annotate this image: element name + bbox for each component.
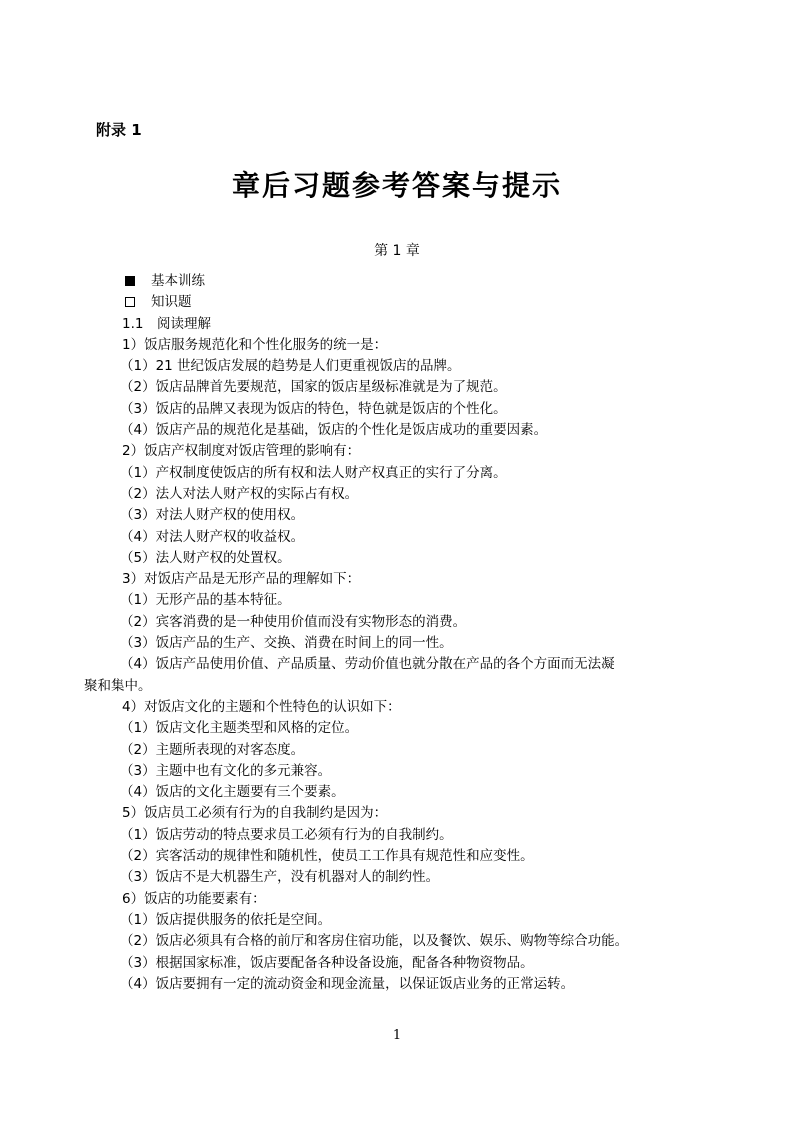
document-body <box>84 271 706 995</box>
answer-item: （1）21 世纪饭店发展的趋势是人们更重视饭店的品牌。 <box>120 358 461 375</box>
answer-item: （4）饭店产品使用价值、产品质量、劳动价值也就分散在产品的各个方面而无法凝 <box>120 656 615 673</box>
section-label: 基本训练 <box>151 273 205 289</box>
answer-item: （2）法人对法人财产权的实际占有权。 <box>120 485 359 502</box>
answer-item: （1）产权制度使饭店的所有权和法人财产权真正的实行了分离。 <box>120 464 507 481</box>
answer-item: （3）饭店产品的生产、交换、消费在时间上的同一性。 <box>120 635 453 652</box>
answer-item: （2）宾客活动的规律性和随机性，使员工工作具有规范性和应变性。 <box>120 848 534 865</box>
page-number: 1 <box>392 1028 402 1043</box>
answer-item: （2）主题所表现的对客态度。 <box>120 741 305 758</box>
section-label: 知识题 <box>151 294 192 311</box>
answer-item: （2）饭店品牌首先要规范，国家的饭店星级标准就是为了规范。 <box>120 379 507 396</box>
question-heading: 3）对饭店产品是无形产品的理解如下： <box>122 571 361 588</box>
section-knowledge-questions <box>96 292 706 313</box>
answer-item: （1）饭店劳动的特点要求员工必须有行为的自我制约。 <box>120 826 453 843</box>
section-basic-training <box>96 271 706 292</box>
answer-item: （5）法人财产权的处置权。 <box>120 549 291 566</box>
answer-item: （3）饭店不是大机器生产，没有机器对人的制约性。 <box>120 869 440 886</box>
answer-item: （4）对法人财产权的收益权。 <box>120 528 305 545</box>
question-heading: 4）对饭店文化的主题和个性特色的认识如下： <box>122 698 401 715</box>
question-heading: 1）饭店服务规范化和个性化服务的统一是： <box>122 336 388 353</box>
answer-item: （1）饭店文化主题类型和风格的定位。 <box>120 720 359 737</box>
question-heading: 5）饭店员工必须有行为的自我制约是因为： <box>122 805 388 822</box>
answer-item: （4）饭店的文化主题要有三个要素。 <box>120 784 345 801</box>
question-heading: 2）饭店产权制度对饭店管理的影响有： <box>122 443 361 460</box>
answer-item: （3）根据国家标准，饭店要配备各种设备设施，配备各种物资物品。 <box>120 954 534 971</box>
document-title: 章后习题参考答案与提示 <box>231 169 562 202</box>
answer-item: （1）无形产品的基本特征。 <box>120 592 291 609</box>
hollow-square-bullet-icon <box>125 297 135 307</box>
answer-item: （2）饭店必须具有合格的前厅和客房住宿功能，以及餐饮、娱乐、购物等综合功能。 <box>120 933 629 950</box>
answer-item: （2）宾客消费的是一种使用价值而没有实物形态的消费。 <box>120 613 467 630</box>
answer-item: （3）主题中也有文化的多元兼容。 <box>120 762 332 779</box>
section-reading-comprehension: 1.1 阅读理解 <box>122 315 211 332</box>
appendix-label: 附录 1 <box>96 121 142 139</box>
answer-item: （4）饭店要拥有一定的流动资金和现金流量，以保证饭店业务的正常运转。 <box>120 975 575 992</box>
chapter-heading: 第 1 章 <box>374 243 420 259</box>
answer-item: （4）饭店产品的规范化是基础，饭店的个性化是饭店成功的重要因素。 <box>120 422 548 439</box>
answer-item: （3）饭店的品牌又表现为饭店的特色，特色就是饭店的个性化。 <box>120 400 507 417</box>
answer-item-continuation: 聚和集中。 <box>84 677 152 694</box>
filled-square-bullet-icon <box>125 276 135 286</box>
question-heading: 6）饭店的功能要素有： <box>122 890 266 907</box>
answer-item: （3）对法人财产权的使用权。 <box>120 507 305 524</box>
answer-item: （1）饭店提供服务的依托是空间。 <box>120 911 332 928</box>
